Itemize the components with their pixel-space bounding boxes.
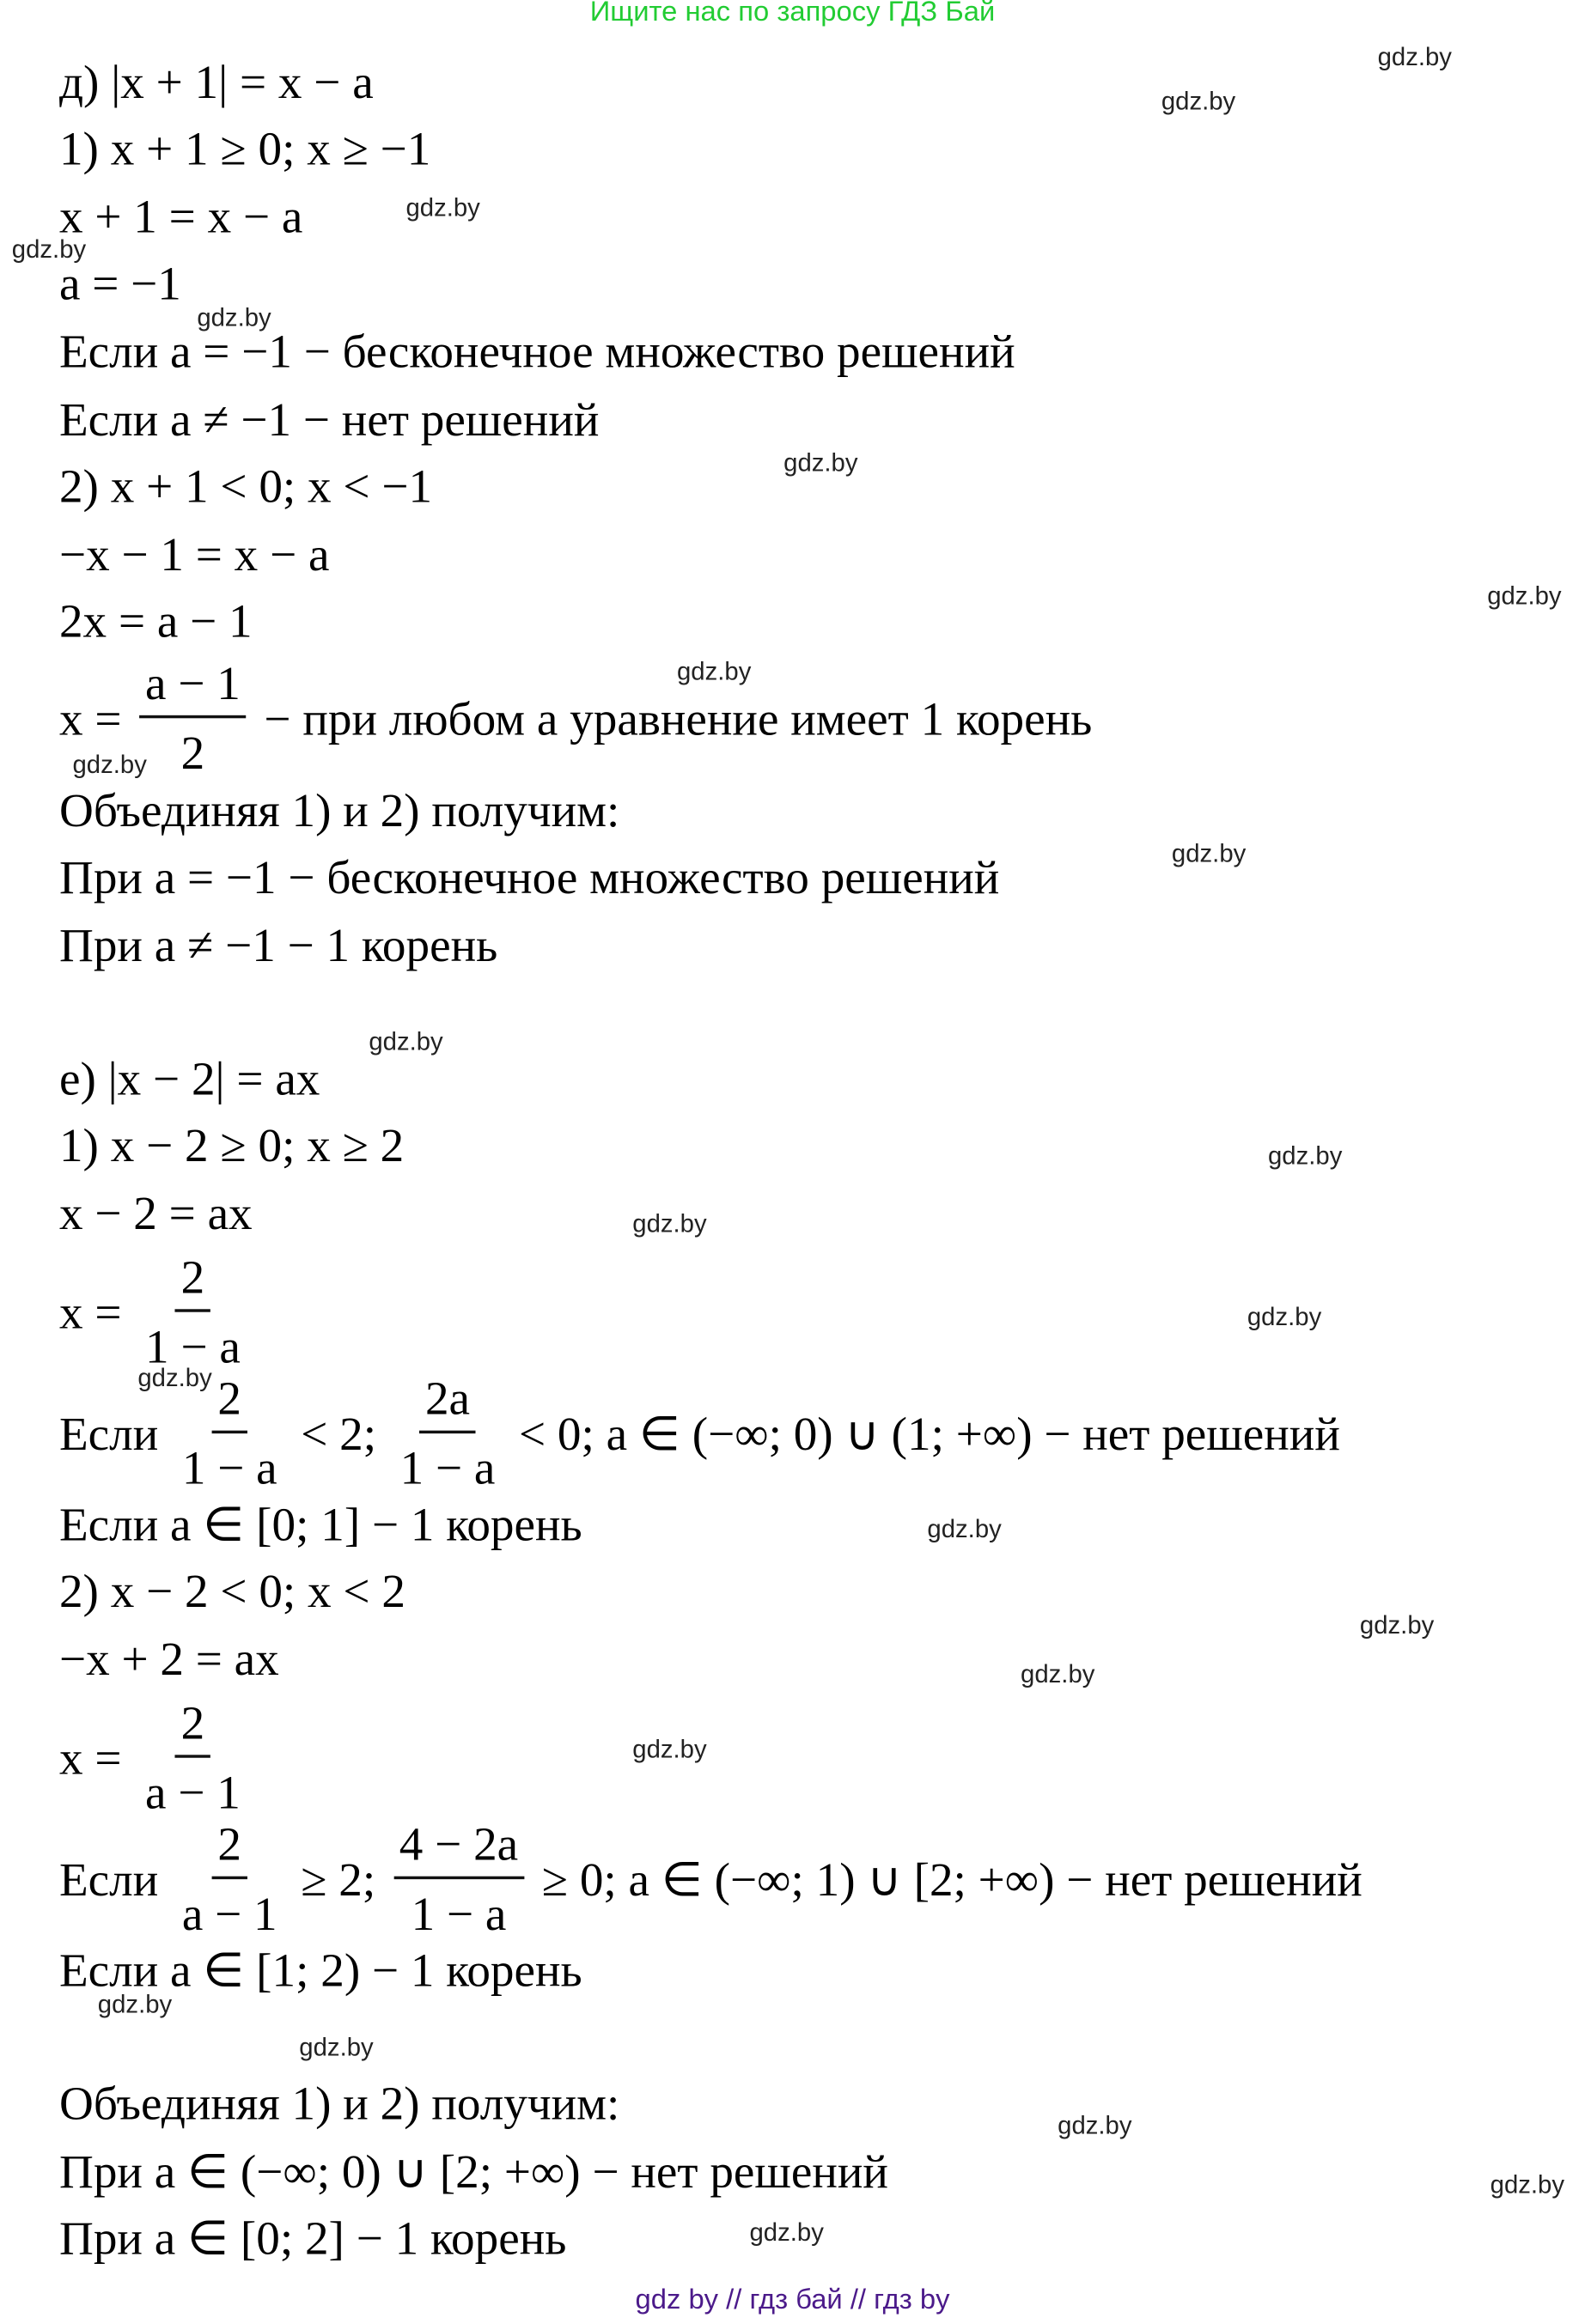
math-line (59, 1689, 253, 1826)
denominator: 1 − a (411, 1886, 507, 1940)
math-line (59, 186, 302, 246)
math-line (59, 52, 374, 111)
denominator: 1 − a (145, 1319, 241, 1373)
numerator: 2 (175, 1244, 210, 1311)
fraction (393, 1811, 524, 1948)
math-line (59, 650, 1092, 787)
math-text: −x − 1 = x − a (58, 526, 330, 581)
math-line (59, 1629, 279, 1688)
watermark-text: gdz.by (1490, 2170, 1565, 2199)
numerator: a − 1 (139, 650, 247, 718)
watermark-text: gdz.by (1021, 1659, 1095, 1688)
denominator: 1 − a (181, 1440, 277, 1494)
denominator: a − 1 (181, 1886, 277, 1940)
math-text: е) |x − 2| = ax (58, 1051, 320, 1105)
math-text: 1) x + 1 ≥ 0; x ≥ −1 (58, 121, 431, 175)
math-text: Объединяя 1) и 2) получим: (58, 783, 620, 837)
watermark-text: gdz.by (299, 2033, 374, 2062)
math-text: Если a ≠ −1 − нет решений (58, 392, 600, 447)
math-text: ≥ 2; (289, 1853, 387, 1907)
watermark-text: gdz.by (1377, 43, 1452, 71)
denominator: 1 − a (399, 1440, 496, 1494)
watermark-text: gdz.by (97, 1990, 173, 2019)
watermark-text: gdz.by (1359, 1611, 1435, 1640)
math-text: Если (58, 1853, 171, 1907)
math-text: Если (58, 1407, 171, 1461)
math-text: − при любом a уравнение имеет 1 корень (252, 691, 1093, 745)
math-text: < 2; (289, 1407, 388, 1461)
fraction (176, 1811, 283, 1948)
math-text: д) |x + 1| = x − a (58, 54, 374, 108)
numerator: 2a (419, 1366, 476, 1433)
math-line (59, 2208, 566, 2267)
watermark-text: gdz.by (927, 1514, 1002, 1543)
math-text: −x + 2 = ax (58, 1632, 279, 1686)
watermark-text: gdz.by (11, 235, 87, 264)
math-line (59, 1244, 253, 1380)
watermark-text: gdz.by (197, 303, 271, 332)
math-text: Если a ∈ [1; 2) − 1 корень (58, 1943, 582, 1997)
math-text: x − 2 = ax (58, 1186, 253, 1240)
watermark-text: gdz.by (369, 1027, 443, 1056)
search-hint-banner[interactable]: Ищите нас по запросу ГДЗ Бай (589, 0, 996, 28)
math-line (59, 1366, 1340, 1502)
math-text: При a ≠ −1 − 1 корень (58, 918, 498, 972)
math-line (59, 456, 432, 515)
math-line (59, 1183, 253, 1243)
numerator: 2 (175, 1689, 210, 1757)
footer-links[interactable]: gdz by // гдз бай // гдз by (635, 2284, 950, 2316)
watermark-text: gdz.by (405, 193, 480, 222)
math-line (59, 2073, 619, 2132)
math-text: Если a ∈ [0; 1] − 1 корень (58, 1497, 582, 1551)
watermark-text: gdz.by (1487, 581, 1562, 611)
math-line (59, 2141, 888, 2200)
math-text: Объединяя 1) и 2) получим: (58, 2076, 620, 2130)
watermark-text: gdz.by (749, 2218, 824, 2247)
math-line (59, 591, 253, 650)
math-text: При a ∈ (−∞; 0) ∪ [2; +∞) − нет решений (58, 2144, 888, 2198)
fraction (139, 650, 247, 787)
watermark-text: gdz.by (137, 1364, 212, 1392)
numerator: 4 − 2a (393, 1811, 524, 1879)
math-line (59, 1811, 1362, 1948)
watermark-text: gdz.by (632, 1735, 707, 1764)
math-line (59, 119, 430, 178)
fraction (394, 1366, 502, 1502)
math-line (59, 781, 619, 840)
math-text: 1) x − 2 ≥ 0; x ≥ 2 (58, 1117, 405, 1171)
denominator: a − 1 (145, 1765, 241, 1819)
math-line (59, 1560, 405, 1620)
numerator: 2 (212, 1811, 247, 1879)
fraction (139, 1689, 247, 1826)
math-text: < 0; a ∈ (−∞; 0) ∪ (1; +∞) − нет решений (507, 1407, 1340, 1461)
math-line (59, 1049, 320, 1108)
watermark-text: gdz.by (677, 657, 752, 686)
math-line (59, 1115, 404, 1174)
watermark-text: gdz.by (1268, 1141, 1343, 1171)
watermark-text: gdz.by (1247, 1303, 1322, 1332)
watermark-text: gdz.by (72, 751, 147, 779)
math-text: x + 1 = x − a (58, 189, 303, 243)
math-text: x = (58, 691, 134, 745)
math-line (59, 847, 999, 906)
math-text: Если a = −1 − бесконечное множество решений (58, 324, 1015, 378)
math-text: 2) x − 2 < 0; x < 2 (58, 1563, 405, 1617)
watermark-text: gdz.by (632, 1209, 707, 1238)
math-text: ≥ 0; a ∈ (−∞; 1) ∪ [2; +∞) − нет решений (529, 1853, 1362, 1907)
math-text: 2) x + 1 < 0; x < −1 (58, 459, 433, 513)
watermark-text: gdz.by (1058, 2111, 1132, 2140)
denominator: 2 (180, 725, 205, 779)
math-text: При a ∈ [0; 2] − 1 корень (58, 2211, 567, 2265)
math-line (59, 389, 599, 448)
math-text: a = −1 (58, 256, 181, 310)
watermark-text: gdz.by (783, 448, 858, 478)
watermark-text: gdz.by (1171, 839, 1247, 868)
watermark-text: gdz.by (1161, 87, 1236, 116)
math-text: x = (58, 1731, 134, 1785)
math-line (59, 916, 497, 975)
math-line (59, 524, 329, 583)
math-line (59, 1494, 582, 1554)
math-text: x = (58, 1285, 134, 1339)
math-text: При a = −1 − бесконечное множество решений (58, 849, 1000, 903)
fraction (139, 1244, 247, 1380)
numerator: 2 (212, 1366, 247, 1433)
math-text: 2x = a − 1 (58, 593, 253, 648)
